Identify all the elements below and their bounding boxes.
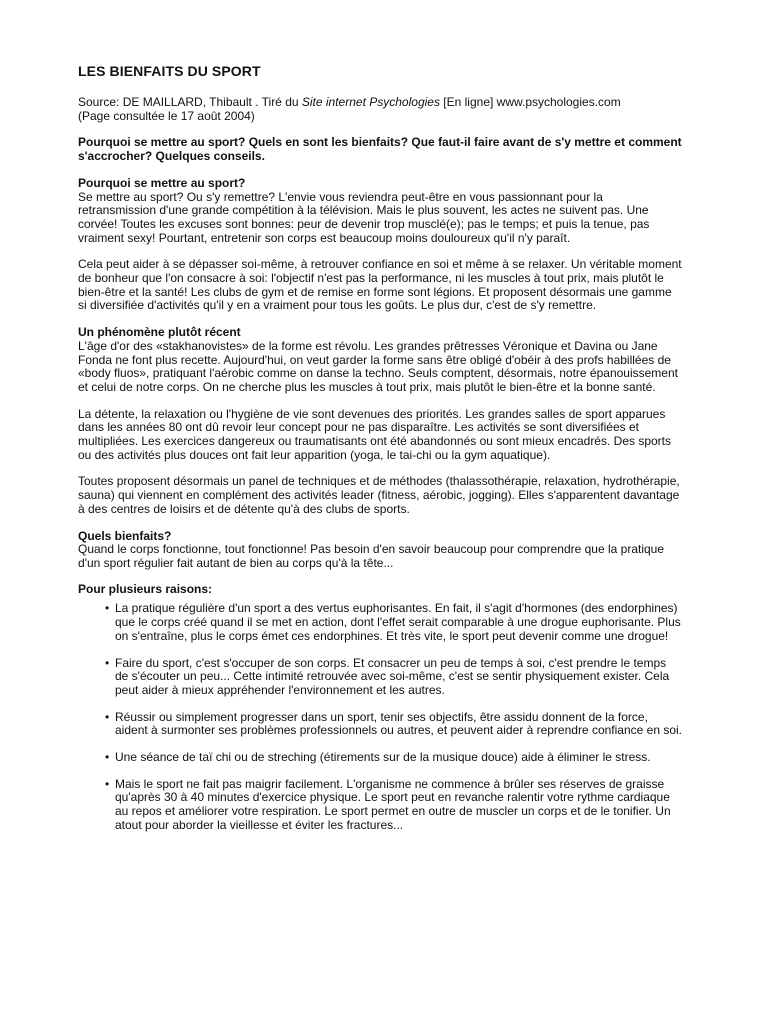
list-item <box>78 778 682 833</box>
paragraph: Cela peut aider à se dépasser soi-même, à retrouver confiance en soi et même à se relaxer. Un véritable moment de bonheur que l'on consacre à soi: l'objectif n'est pas la performance, ni les muscles à tout prix, mais plutôt le bien-être et la santé! Les clubs de gym et de remise en forme sont légions. Et proposent désormais une gamme si diversifiée d'activités qu'il y en a vraiment pour tous les goûts. Le plus dur, c'est de s'y remettre. <box>78 257 682 313</box>
paragraph: Quand le corps fonctionne, tout fonctionne! Pas besoin d'en savoir beaucoup pour comprendre que la pratique d'un sport régulier fait autant de bien au corps qu'à la tête... <box>78 542 665 570</box>
section-heading: Un phénomène plutôt récent <box>78 325 241 340</box>
list-item-text: Faire du sport, c'est s'occuper de son corps. Et consacrer un peu de temps à soi, c'est prendre le temps de s'écouter un peu... Cette intimité retrouvée avec soi-même, c'est se sentir physiquement exister. Cela peut aider à mieux appréhender l'environnement et les autres. <box>115 655 670 697</box>
reasons-list <box>78 602 682 832</box>
bullet-glyph: • <box>105 601 110 616</box>
page-title: LES BIENFAITS DU SPORT <box>78 63 261 79</box>
source-citation <box>78 96 682 123</box>
bullet-glyph: • <box>105 776 110 791</box>
bullet-glyph: • <box>105 655 110 670</box>
paragraph: Se mettre au sport? Ou s'y remettre? L'envie vous reviendra peut-être en vous passionnant pour la retransmission d'une grande compétition à la télévision. Mais le plus souvent, les actes ne suivent pas. Une corvée! Toutes les excuses sont bonnes: peur de devenir trop musclé(e); pas le temps; et puis la tenue, pas vraiment sexy! Pourtant, entretenir son corps est beaucoup moins douloureux qu'il n'y paraît. <box>78 189 650 245</box>
section-heading: Quels bienfaits? <box>78 528 172 543</box>
list-item-text: Une séance de taï chi ou de streching (étirements sur de la musique douce) aide à éliminer le stress. <box>115 750 651 765</box>
list-item-text: La pratique régulière d'un sport a des vertus euphorisantes. En fait, il s'agit d'hormones (des endorphines) que le corps créé quand il se met en action, dont l'effet serait comparable à une drogue euphorisante. Plus on s'entraîne, plus le corps émet ces endorphines. Et très vite, le sport peut devenir comme une drogue! <box>115 601 681 643</box>
list-item <box>78 657 682 698</box>
source-prefix: Source: DE MAILLARD, Thibault . Tiré du <box>78 95 302 109</box>
list-item-text: Mais le sport ne fait pas maigrir facilement. L'organisme ne commence à brûler ses réserves de graisse qu'après 30 à 40 minutes d'exercice physique. Le sport peut en revanche ralentir votre rythme cardiaque au repos et améliorer votre respiration. Le sport permet en outre de muscler un corps et de le tonifier. Un atout pour aborder la vieillesse et éviter les fractures... <box>115 776 671 832</box>
source-site: Site internet Psychologies <box>301 95 440 109</box>
source-consulted: (Page consultée le 17 août 2004) <box>78 108 255 123</box>
list-item <box>78 711 682 738</box>
paragraph: La détente, la relaxation ou l'hygiène de vie sont devenues des priorités. Les grandes salles de sport apparues dans les années 80 ont dû revoir leur concept pour ne pas disparaître. Les activités se sont diversifiées et multipliées. Les exercices dangereux ou traumatisants ont été abandonnés ou sont mieux encadrés. Des sports ou des activités plus douces ont fait leur apparition (yoga, le tai-chi ou la gym aquatique). <box>78 406 672 462</box>
bullet-glyph: • <box>105 709 110 724</box>
paragraph: Toutes proposent désormais un panel de techniques et de méthodes (thalassothérapie, relaxation, hydrothérapie, sauna) qui viennent en complément des activités leader (fitness, aérobic, jogging). Elles s'apparentent davantage à des centres de loisirs et de détente qu'à des clubs de sports. <box>78 474 680 516</box>
lead-question: Pourquoi se mettre au sport? Quels en sont les bienfaits? Que faut-il faire avant de s'y mettre et comment s'accrocher? Quelques conseils. <box>78 135 682 164</box>
list-item-text: Réussir ou simplement progresser dans un sport, tenir ses objectifs, être assidu donnent de la force, aident à surmonter ses problèmes professionnels ou autres, et peuvent aider à reprendre confiance en soi. <box>115 709 682 738</box>
source-suffix: [En ligne] www.psychologies.com <box>439 95 621 109</box>
bullet-glyph: • <box>105 750 110 765</box>
reasons-heading: Pour plusieurs raisons: <box>78 581 213 596</box>
list-item <box>78 602 682 643</box>
section-heading: Pourquoi se mettre au sport? <box>78 175 246 190</box>
list-item <box>78 751 682 765</box>
paragraph: L'âge d'or des «stakhanovistes» de la forme est révolu. Les grandes prêtresses Véronique et Davina ou Jane Fonda ne font plus recette. Aujourd'hui, on veut garder la forme sans être obligé d'obéir à des profs habillées de «body fluos», pratiquant l'aérobic comme on danse la techno. Seuls comptent, désormais, notre épanouissement et celui de notre corps. On ne cherche plus les muscles à tout prix, mais plutôt le bien-être et la bonne santé. <box>78 338 678 394</box>
